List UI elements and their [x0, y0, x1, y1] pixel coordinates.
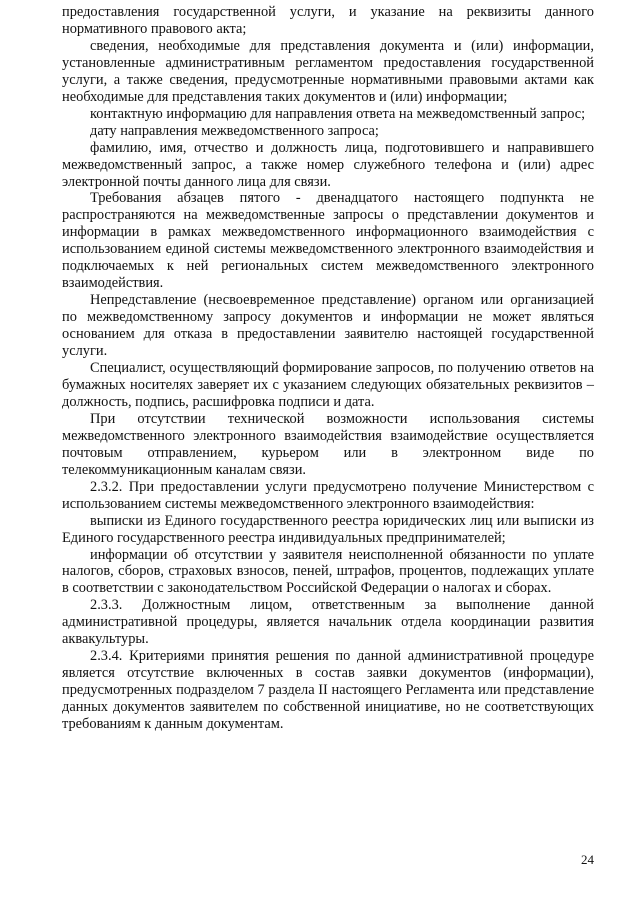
paragraph-required-info: сведения, необходимые для представления документа и (или) информации, установленные административным регламентом предоставления государственной услуги, а также сведения, предусмотренные нормативными правовыми актами как необходимые для представления таких документов и (или) информации; [62, 37, 594, 105]
paragraph-request-date: дату направления межведомственного запроса; [90, 122, 379, 139]
paragraph-no-technical-possibility: При отсутствии технической возможности использования системы межведомственного электронного взаимодействия взаимодействие осуществляется почтовым отправлением, курьером или в электронном виде по телекоммуникационным каналам связи. [62, 410, 594, 478]
paragraph-continuation: предоставления государственной услуги, и указание на реквизиты данного нормативного правового акта; [62, 4, 594, 37]
paragraph-requirements-exception: Требования абзацев пятого - двенадцатого настоящего подпункта не распространяются на межведомственные запросы о представлении документов и информации в рамках межведомственного информационного взаимодействия с использованием единой системы межведомственного электронного взаимодействия и подключаемых к ней региональных систем межведомственного электронного взаимодействия. [62, 190, 594, 292]
paragraph-2-3-2: 2.3.2. При предоставлении услуги предусмотрено получение Министерством с использованием системы межведомственного электронного взаимодействия: [62, 478, 594, 512]
paragraph-non-submission: Непредставление (несвоевременное представление) органом или организацией по межведомственному запросу документов и информации не может являться основанием для отказа в предоставлении заявителю настоящей государственной услуги. [62, 292, 594, 360]
paragraph-registry-extract: выписки из Единого государственного реестра юридических лиц или выписки из Единого государственного реестра индивидуальных предпринимателей; [62, 512, 594, 546]
body-text [62, 4, 594, 733]
paragraph-2-3-4: 2.3.4. Критериями принятия решения по данной административной процедуре является отсутствие включенных в состав заявки документов (информации), предусмотренных подразделом 7 раздела II настоящего Регламента или представление данных документов заявителем по собственной инициативе, но не соответствующих требованиям к данным документам. [62, 648, 594, 733]
paragraph-contact-info: контактную информацию для направления ответа на межведомственный запрос; [90, 105, 586, 122]
page-number: 24 [581, 852, 594, 867]
paragraph-2-3-3: 2.3.3. Должностным лицом, ответственным за выполнение данной административной процедуры, является начальник отдела координации развития аквакультуры. [62, 597, 594, 648]
paragraph-responsible-person: фамилию, имя, отчество и должность лица, подготовившего и направившего межведомственный запрос, а также номер служебного телефона и (или) адрес электронной почты данного лица для связи. [62, 139, 594, 190]
paragraph-specialist: Специалист, осуществляющий формирование запросов, по получению ответов на бумажных носителях заверяет их с указанием следующих обязательных реквизитов – должность, подпись, расшифровка подписи и дата. [62, 360, 594, 410]
paragraph-tax-info: информации об отсутствии у заявителя неисполненной обязанности по уплате налогов, сборов, страховых взносов, пеней, штрафов, процентов, подлежащих уплате в соответствии с законодательством Российской Федерации о налогах и сборах. [62, 546, 594, 597]
